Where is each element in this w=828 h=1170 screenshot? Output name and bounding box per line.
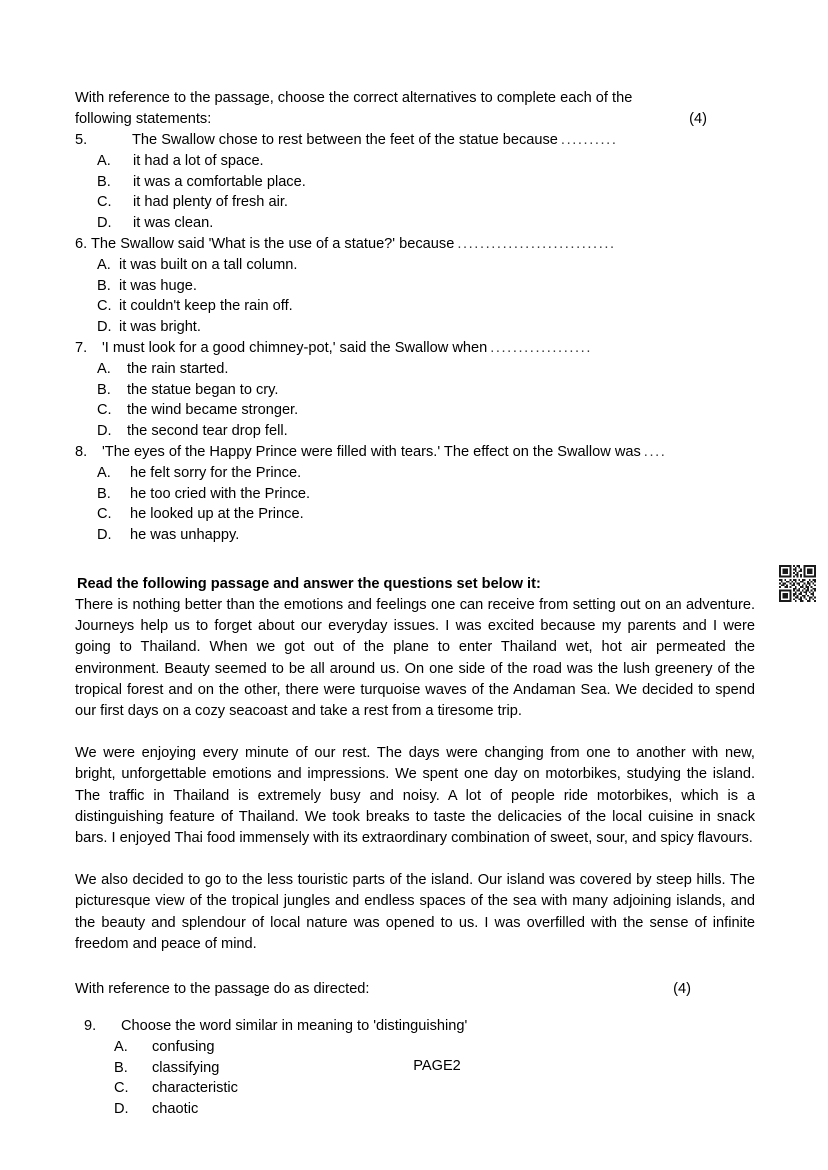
option-text: he was unhappy.: [130, 527, 240, 544]
question-5-number: 5.: [75, 132, 88, 148]
page-footer: [0, 1058, 828, 1074]
question-7-stem-text: 'I must look for a good chimney-pot,' said the Swallow when: [102, 339, 488, 356]
option-text: he felt sorry for the Prince.: [130, 464, 302, 481]
option-text: characteristic: [152, 1080, 238, 1097]
option-letter: C.: [97, 506, 112, 523]
question-6-option-a[interactable]: [75, 255, 755, 276]
option-text: it had a lot of space.: [133, 152, 264, 169]
question-9-option-d[interactable]: [84, 1099, 755, 1120]
option-letter: B.: [97, 485, 111, 502]
question-8-stem: [75, 442, 755, 463]
option-letter: A.: [114, 1038, 128, 1055]
question-7-option-a[interactable]: [75, 359, 755, 380]
passage-heading: Read the following passage and answer the questions set below it:: [77, 575, 541, 592]
option-letter: B.: [114, 1059, 128, 1076]
passage-paragraph-3: We also decided to go to the less touristic parts of the island. Our island was covered by steep hills. The picturesque view of the tropical jungles and endless spaces of the sea with many adjoining islands, and the beauty and splendour of local nature was opened to us. I was overfilled with the sense of infinite freedom and peace of mind.: [75, 872, 755, 952]
question-6-stem-text: The Swallow said 'What is the use of a statue?' because: [91, 235, 455, 252]
option-letter: D.: [97, 319, 112, 336]
option-letter: C.: [97, 298, 112, 315]
option-letter: C.: [97, 194, 112, 211]
mcq-marks-allocation: (4): [689, 111, 707, 127]
spacer: [75, 955, 755, 979]
option-letter: D.: [97, 215, 112, 232]
option-letter: A.: [97, 464, 111, 481]
qr-code-icon: [779, 565, 816, 602]
option-letter: D.: [97, 527, 112, 544]
question-7-number: 7.: [75, 339, 88, 356]
question-7-option-c[interactable]: [75, 400, 755, 421]
option-letter: A.: [97, 256, 111, 273]
directed-marks-allocation: (4): [673, 980, 691, 997]
question-9-text: Choose the word similar in meaning to 'distinguishing': [121, 1017, 468, 1034]
question-6-dots: ............................: [457, 235, 616, 252]
option-letter: B.: [97, 381, 111, 398]
option-text: he looked up at the Prince.: [130, 506, 304, 523]
option-text: chaotic: [152, 1101, 199, 1118]
mcq-instruction-text: following statements:: [75, 111, 212, 127]
question-9-option-c[interactable]: [84, 1078, 755, 1099]
question-5-option-b[interactable]: [75, 172, 755, 193]
option-text: it had plenty of fresh air.: [133, 194, 288, 211]
question-6: [75, 234, 755, 338]
question-7: [75, 338, 755, 442]
option-text: he too cried with the Prince.: [130, 485, 311, 502]
option-letter: A.: [97, 360, 111, 377]
question-8-text: [102, 442, 666, 463]
question-7-option-b[interactable]: [75, 380, 755, 401]
question-9-number: 9.: [84, 1017, 97, 1034]
passage-paragraph-2: We were enjoying every minute of our rest. The days were changing from one to another with new, bright, unforgettable emotions and impressions. We spent one day on motorbikes, studying the island. The traffic in Thailand is extremely busy and noisy. A lot of people ride motorbikes, which is a distinguishing feature of Thailand. We took breaks to taste the delicacies of the local cuisine in snack bars. I enjoyed Thai food immensely with its extraordinary combination of sweet, sour, and spicy flavours.: [75, 745, 755, 846]
directed-instruction: [75, 979, 755, 1000]
option-letter: C.: [114, 1080, 129, 1097]
question-6-stem: [75, 234, 755, 255]
option-text: the statue began to cry.: [127, 381, 279, 398]
question-6-option-d[interactable]: [75, 317, 755, 338]
question-8-option-b[interactable]: [75, 484, 755, 505]
question-5-text: [132, 130, 617, 151]
question-9-stem: [84, 1016, 755, 1037]
question-7-option-d[interactable]: [75, 421, 755, 442]
question-6-number: 6.: [75, 235, 88, 252]
option-text: it was bright.: [119, 319, 201, 336]
question-6-option-c[interactable]: [75, 296, 755, 317]
question-8-dots: ....: [643, 443, 667, 460]
question-7-stem: [75, 338, 755, 359]
option-letter: D.: [114, 1101, 129, 1118]
option-text: it was a comfortable place.: [133, 173, 306, 190]
option-letter: B.: [97, 173, 111, 190]
option-text: classifying: [152, 1059, 220, 1076]
passage-paragraph-1: There is nothing better than the emotions and feelings one can receive from setting out on an adventure. Journeys help us to forget about our everyday issues. I was excited because my parents and I were going to Thailand. When we got out of the plane to enter Thailand wet, hot air permeated the environment. Beauty seemed to be all around us. On one side of the road was the lush greenery of the tropical forest and on the other, there were turquoise waves of the Andaman Sea. We decided to spend our first days on a cozy seacoast and take a rest from a tiresome trip.: [75, 596, 755, 719]
question-9-option-a[interactable]: [84, 1037, 755, 1058]
question-6-text: [91, 234, 616, 255]
option-letter: A.: [97, 152, 111, 169]
question-5-option-a[interactable]: [75, 151, 755, 172]
question-6-option-b[interactable]: [75, 276, 755, 297]
document-body: [75, 88, 755, 1120]
option-text: the rain started.: [127, 360, 229, 377]
option-text: the second tear drop fell.: [127, 423, 288, 440]
spacer: [75, 546, 755, 574]
option-letter: C.: [97, 402, 112, 419]
question-8-option-c[interactable]: [75, 504, 755, 525]
question-8-option-d[interactable]: [75, 525, 755, 546]
question-8-stem-text: 'The eyes of the Happy Prince were filled with tears.' The effect on the Swallow was: [102, 443, 641, 460]
question-5-option-d[interactable]: [75, 213, 755, 234]
question-5-stem: [75, 130, 755, 151]
question-5-option-c[interactable]: [75, 192, 755, 213]
question-5-dots: ..........: [560, 132, 618, 148]
question-5: [75, 130, 755, 234]
option-letter: D.: [97, 423, 112, 440]
question-5-stem-text: The Swallow chose to rest between the feet of the statue because: [132, 132, 558, 148]
option-text: it was huge.: [119, 277, 197, 294]
mcq-instruction-line-1: With reference to the passage, choose the correct alternatives to complete each of the: [75, 90, 633, 106]
question-8-option-a[interactable]: [75, 463, 755, 484]
directed-instruction-text: With reference to the passage do as directed:: [75, 980, 370, 997]
option-text: the wind became stronger.: [127, 402, 299, 419]
option-text: it couldn't keep the rain off.: [119, 298, 293, 315]
question-7-text: [102, 338, 592, 359]
question-8-number: 8.: [75, 443, 88, 460]
option-text: it was built on a tall column.: [119, 256, 298, 273]
mcq-instruction-line-2: [75, 109, 755, 130]
question-7-dots: ..................: [490, 339, 592, 356]
page-number-label: PAGE2: [413, 1058, 461, 1074]
option-text: confusing: [152, 1038, 215, 1055]
spacer: [75, 1000, 755, 1016]
option-text: it was clean.: [133, 215, 214, 232]
question-8: [75, 442, 755, 546]
option-letter: B.: [97, 277, 111, 294]
